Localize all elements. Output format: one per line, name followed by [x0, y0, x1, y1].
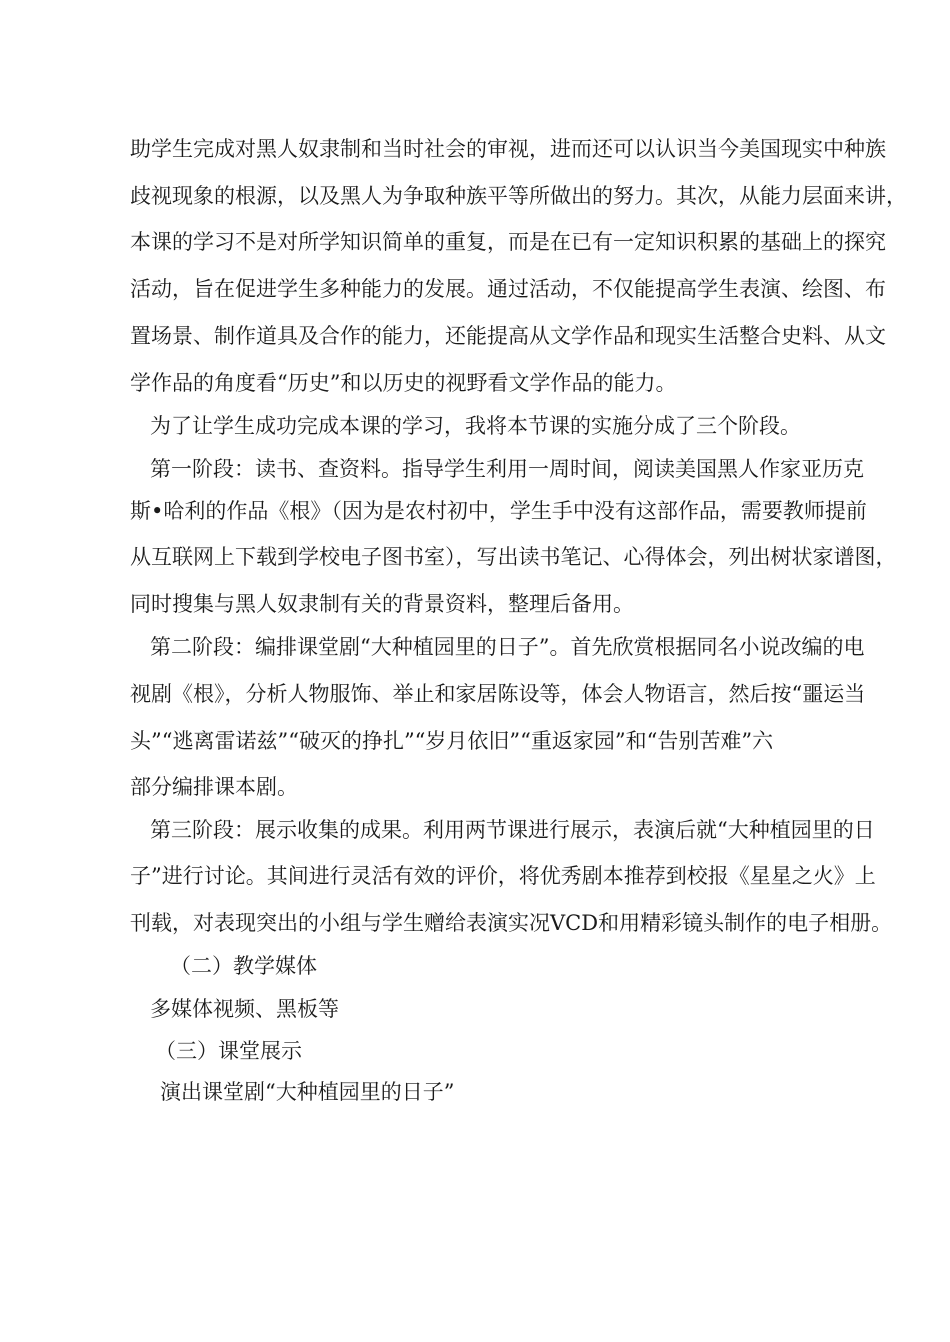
body-text-line: 斯•哈利的作品《根》（因为是农村初中，学生手中没有这部作品，需要教师提前 — [130, 499, 867, 523]
body-text-line: 头”“逃离雷诺兹”“破灭的挣扎”“岁月依旧”“重返家园”和“告别苦难”六 — [130, 729, 774, 753]
section-heading-teaching-media: （二）教学媒体 — [170, 954, 317, 978]
body-text-line: 刊载，对表现突出的小组与学生赠给表演实况VCD和用精彩镜头制作的电子相册。 — [130, 911, 893, 935]
body-text-line: 学作品的角度看“历史”和以历史的视野看文学作品的能力。 — [130, 371, 677, 395]
paragraph-stage-one: 第一阶段：读书、查资料。指导学生利用一周时间，阅读美国黑人作家亚历克 — [150, 457, 864, 481]
body-text-line: 歧视现象的根源，以及黑人为争取种族平等所做出的努力。其次，从能力层面来讲， — [130, 184, 907, 208]
teaching-media-text: 多媒体视频、黑板等 — [150, 997, 339, 1021]
paragraph-stage-two: 第二阶段：编排课堂剧“大种植园里的日子”。首先欣赏根据同名小说改编的电 — [150, 635, 865, 659]
classroom-display-text: 演出课堂剧“大种植园里的日子” — [160, 1080, 455, 1104]
body-text-line: 活动，旨在促进学生多种能力的发展。通过活动，不仅能提高学生表演、绘图、布 — [130, 277, 886, 301]
body-text-line: 置场景、制作道具及合作的能力，还能提高从文学作品和现实生活整合史料、从文 — [130, 324, 886, 348]
body-text-line: 同时搜集与黑人奴隶制有关的背景资料，整理后备用。 — [130, 592, 634, 616]
paragraph-intro-stages: 为了让学生成功完成本课的学习，我将本节课的实施分成了三个阶段。 — [150, 414, 801, 438]
body-text-line: 视剧《根》，分析人物服饰、举止和家居陈设等，体会人物语言，然后按“噩运当 — [130, 682, 866, 706]
body-text-line: 助学生完成对黑人奴隶制和当时社会的审视，进而还可以认识当今美国现实中种族 — [130, 137, 886, 161]
body-text-line: 本课的学习不是对所学知识简单的重复，而是在已有一定知识积累的基础上的探究 — [130, 230, 886, 254]
paragraph-stage-three: 第三阶段：展示收集的成果。利用两节课进行展示，表演后就“大种植园里的日 — [150, 818, 875, 842]
body-text-line: 子”进行讨论。其间进行灵活有效的评价，将优秀剧本推荐到校报《星星之火》上 — [130, 864, 876, 888]
section-heading-classroom-display: （三）课堂展示 — [155, 1039, 302, 1063]
body-text-line: 从互联网上下载到学校电子图书室），写出读书笔记、心得体会，列出树状家谱图， — [130, 545, 897, 569]
body-text-line: 部分编排课本剧。 — [130, 775, 298, 799]
